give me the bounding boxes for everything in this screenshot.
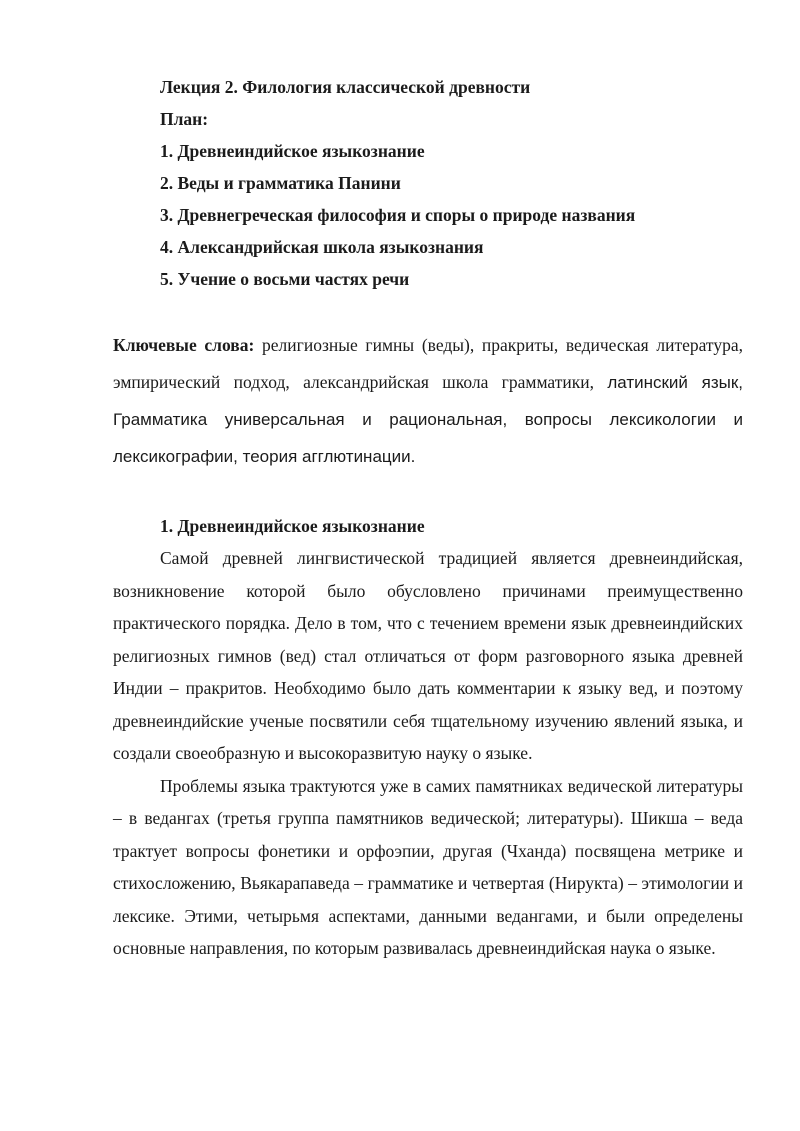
keywords-serif-text: религиозные гимны (веды), пракриты, ведическая литература, эмпирический подход, александрийская школа грамматики, (113, 335, 743, 392)
plan-label: План: (160, 109, 209, 129)
plan-item-5: 5. Учение о восьми частях речи (160, 269, 410, 289)
keywords-label: Ключевые слова: (113, 335, 255, 355)
keywords-sans-text: латинский язык, Грамматика универсальная и рациональная, вопросы лексикологии и лексикографии, теория агглютинации. (113, 373, 743, 466)
plan-item-4: 4. Александрийская школа языкознания (160, 237, 484, 257)
plan-item-1: 1. Древнеиндийское языкознание (160, 141, 425, 161)
lecture-header (113, 71, 743, 295)
body-paragraph-2: Проблемы языка трактуются уже в самих памятниках ведической литературы – в ведангах (третья группа памятников ведической; литературы). Шикша – веда трактует вопросы фонетики и орфоэпии, другая (Чханда) посвящена метрике и стихосложению, Вьякарапаведа – грамматике и четвертая (Нирукта) – этимологии и лексике. Этими, четырьмя аспектами, данными ведангами, и были определены основные направления, по которым развивалась древнеиндийская наука о языке. (113, 775, 743, 958)
lecture-title: Лекция 2. Филология классической древности (160, 77, 531, 97)
plan-item-2: 2. Веды и грамматика Панини (160, 173, 401, 193)
plan-item-3: 3. Древнегреческая философия и споры о природе названия (160, 205, 636, 225)
body-paragraph-1: Самой древней лингвистической традицией является древнеиндийская, возникновение которой было обусловлено причинами преимущественно практического порядка. Дело в том, что с течением времени язык древнеиндийских религиозных гимнов (вед) стал отличаться от форм разговорного языка древней Индии – пракритов. Необходимо было дать комментарии к языку вед, и поэтому древнеиндийские ученые посвятили себя тщательному изучению явлений языка, и создали своеобразную и высокоразвитую науку о языке. (113, 548, 743, 763)
section-heading: 1. Древнеиндийское языкознание (160, 516, 425, 536)
keywords-paragraph (113, 327, 743, 475)
